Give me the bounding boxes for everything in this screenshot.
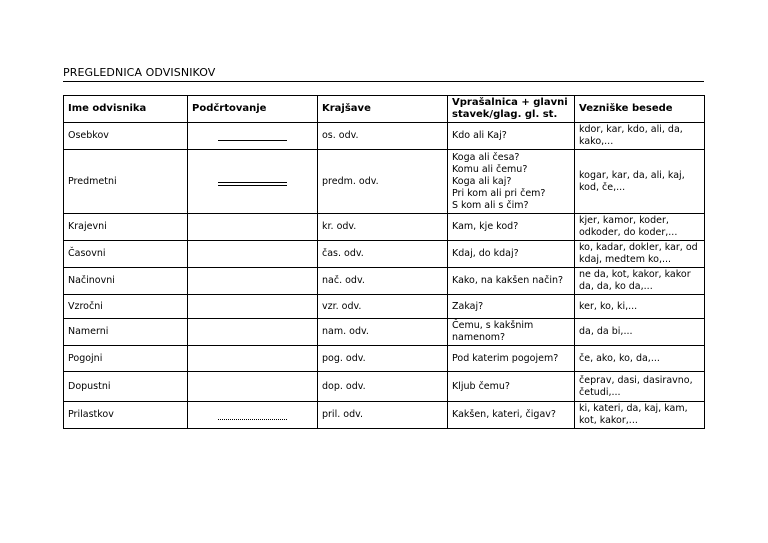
question-line: Komu ali čemu?	[452, 163, 528, 175]
question-line: Kdo ali Kaj?	[452, 130, 507, 141]
question-cell	[448, 150, 575, 214]
table-row	[64, 268, 705, 295]
underline-style-cell	[188, 214, 318, 241]
table-row	[64, 241, 705, 268]
question-line: Koga ali česa?	[452, 151, 520, 163]
abbreviation-cell: pril. odv.	[318, 402, 448, 429]
abbreviation-cell: os. odv.	[318, 123, 448, 150]
conjunctions-cell: kdor, kar, kdo, ali, da, kako,...	[575, 123, 705, 150]
abbreviation-cell: predm. odv.	[318, 150, 448, 214]
conjunctions-cell: kogar, kar, da, ali, kaj, kod, če,...	[575, 150, 705, 214]
clause-name-cell: Krajevni	[64, 214, 188, 241]
question-cell	[448, 402, 575, 429]
underline-style-cell	[188, 268, 318, 295]
conjunctions-cell: če, ako, ko, da,...	[575, 346, 705, 372]
question-cell	[448, 346, 575, 372]
conjunctions-cell: ki, kateri, da, kaj, kam, kot, kakor,...	[575, 402, 705, 429]
clause-name-cell: Dopustni	[64, 372, 188, 402]
column-header-question: Vprašalnica + glavni stavek/glag. gl. st.	[448, 96, 575, 123]
question-line: Kakšen, kateri, čigav?	[452, 409, 556, 420]
abbreviation-cell: pog. odv.	[318, 346, 448, 372]
abbreviation-cell: čas. odv.	[318, 241, 448, 268]
clause-name-cell: Vzročni	[64, 295, 188, 319]
underline-dotted-mark	[218, 419, 287, 420]
table-row	[64, 372, 705, 402]
question-line: Kljub čemu?	[452, 380, 510, 392]
question-line: Čemu, s kakšnim namenom?	[452, 320, 534, 343]
question-line: Pri kom ali pri čem?	[452, 187, 546, 199]
table-row	[64, 319, 705, 346]
question-line: Kako, na kakšen način?	[452, 275, 564, 286]
table-row	[64, 295, 705, 319]
conjunctions-cell: kjer, kamor, koder, odkoder, do koder,...	[575, 214, 705, 241]
underline-style-cell	[188, 150, 318, 214]
question-line: Pod katerim pogojem?	[452, 352, 559, 364]
column-header-abbreviation: Krajšave	[318, 96, 448, 123]
conjunctions-cell: da, da bi,...	[575, 319, 705, 346]
question-line: Kdaj, do kdaj?	[452, 248, 519, 259]
conjunctions-cell: ker, ko, ki,...	[575, 295, 705, 319]
column-header-underline: Podčrtovanje	[188, 96, 318, 123]
abbreviation-cell: dop. odv.	[318, 372, 448, 402]
table-row	[64, 150, 705, 214]
clause-name-cell: Pogojni	[64, 346, 188, 372]
question-line: Zakaj?	[452, 300, 484, 312]
question-cell	[448, 295, 575, 319]
table-header-row	[64, 96, 705, 123]
table-body	[64, 123, 705, 429]
conjunctions-cell: čeprav, dasi, dasiravno, četudi,...	[575, 372, 705, 402]
clause-name-cell: Predmetni	[64, 150, 188, 214]
underline-single-mark	[218, 140, 287, 141]
abbreviation-cell: nam. odv.	[318, 319, 448, 346]
table-row	[64, 214, 705, 241]
abbreviation-cell: vzr. odv.	[318, 295, 448, 319]
clause-name-cell: Osebkov	[64, 123, 188, 150]
question-cell	[448, 319, 575, 346]
column-header-conjunctions: Vezniške besede	[575, 96, 705, 123]
underline-style-cell	[188, 372, 318, 402]
clause-name-cell: Načinovni	[64, 268, 188, 295]
question-cell	[448, 123, 575, 150]
column-header-name: Ime odvisnika	[64, 96, 188, 123]
question-line: Koga ali kaj?	[452, 175, 512, 187]
question-cell	[448, 241, 575, 268]
question-cell	[448, 214, 575, 241]
underline-style-cell	[188, 123, 318, 150]
underline-style-cell	[188, 241, 318, 268]
document-title: PREGLEDNICA ODVISNIKOV	[63, 66, 216, 79]
question-line: Kam, kje kod?	[452, 221, 519, 232]
table-row	[64, 346, 705, 372]
question-cell	[448, 268, 575, 295]
underline-style-cell	[188, 295, 318, 319]
question-line: S kom ali s čim?	[452, 199, 529, 211]
clause-overview-table	[63, 95, 705, 429]
title-divider	[63, 81, 704, 82]
abbreviation-cell: kr. odv.	[318, 214, 448, 241]
table-row	[64, 123, 705, 150]
question-cell	[448, 372, 575, 402]
conjunctions-cell: ne da, kot, kakor, kakor da, da, ko da,...	[575, 268, 705, 295]
abbreviation-cell: nač. odv.	[318, 268, 448, 295]
underline-double-mark	[218, 182, 287, 186]
underline-style-cell	[188, 319, 318, 346]
table-row	[64, 402, 705, 429]
underline-style-cell	[188, 346, 318, 372]
conjunctions-cell: ko, kadar, dokler, kar, od kdaj, medtem ko,...	[575, 241, 705, 268]
clause-name-cell: Namerni	[64, 319, 188, 346]
clause-name-cell: Prilastkov	[64, 402, 188, 429]
clause-name-cell: Časovni	[64, 241, 188, 268]
underline-style-cell	[188, 402, 318, 429]
